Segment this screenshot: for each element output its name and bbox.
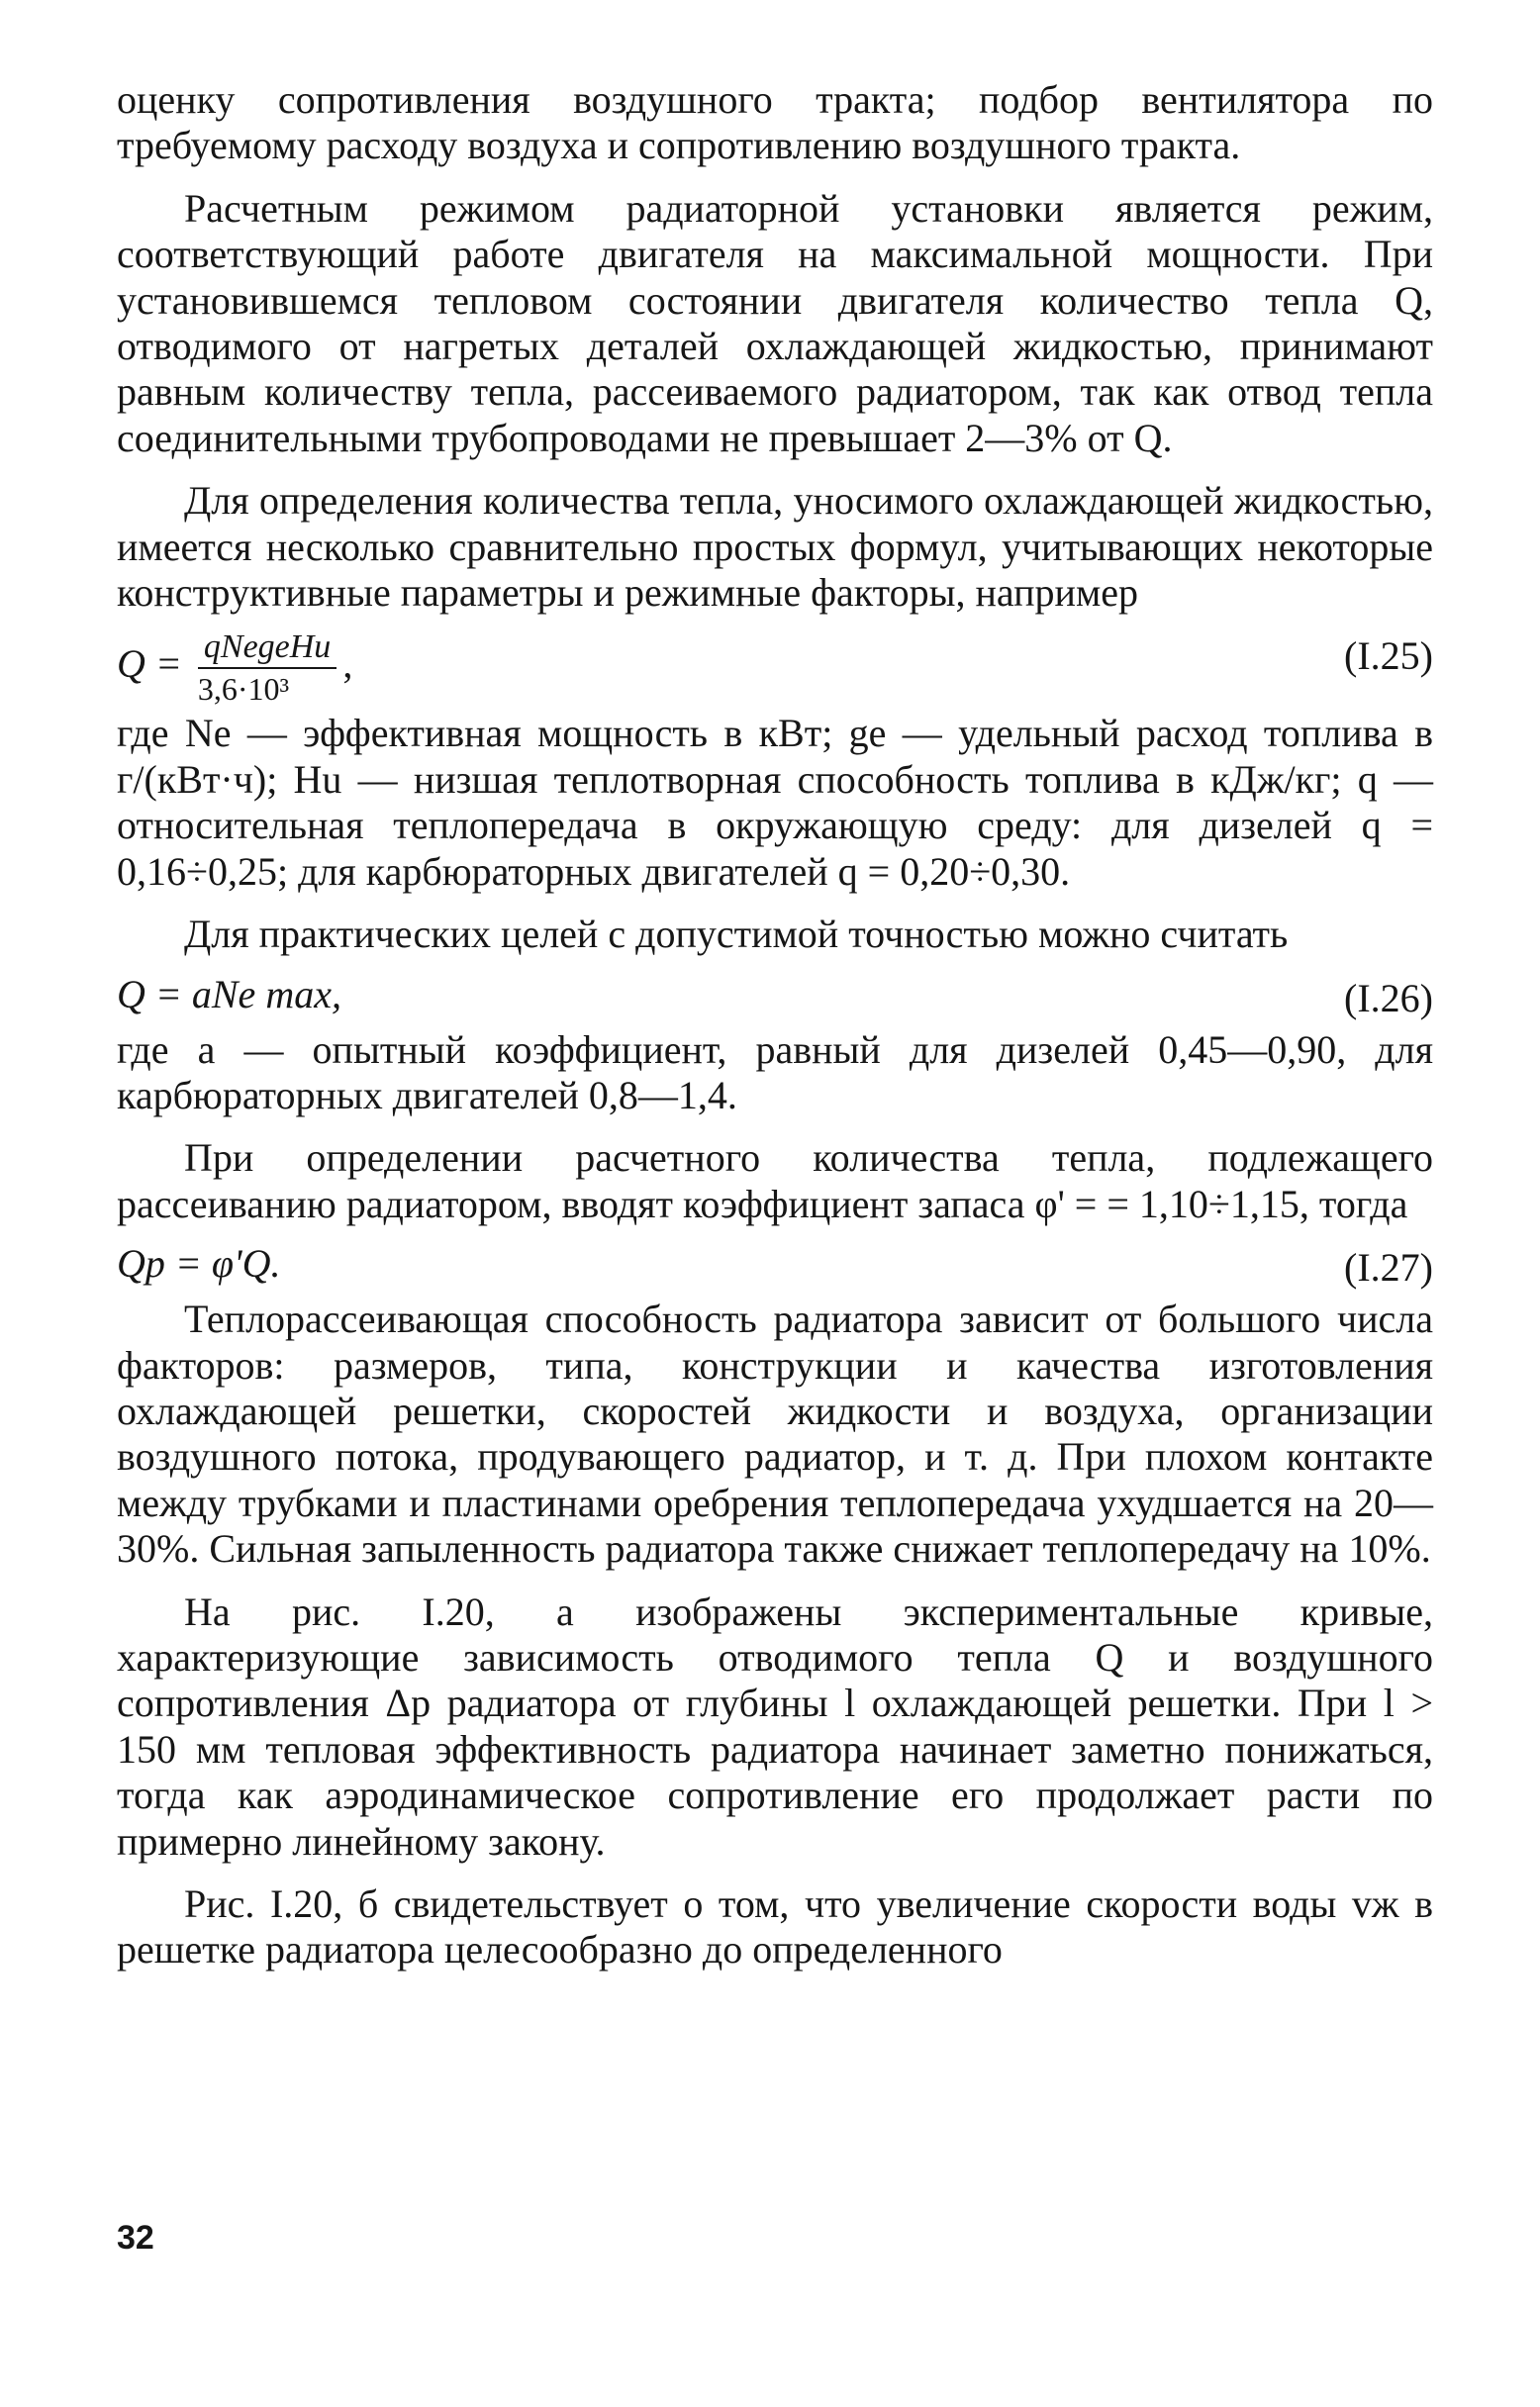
formula-1-25-body [117, 629, 1433, 707]
paragraph-10: Рис. I.20, б свидетельствует о том, что увеличение скорости воды vж в решетке радиатора целесообразно до определенного [117, 1881, 1433, 1973]
page-number: 32 [117, 2219, 154, 2257]
formula-1-25-label: (I.25) [1344, 633, 1433, 679]
paragraph-6: где a — опытный коэффициент, равный для дизелей 0,45—0,90, для карбюраторных двигателей 0,8—1,4. [117, 1026, 1433, 1117]
formula-1-27-label: (I.27) [1344, 1245, 1433, 1291]
formula-1-27-expr: Qp = φ'Q. [117, 1241, 281, 1287]
paragraph-2: Расчетным режимом радиаторной установки является режим, соответствующий работе двигателя на максимальной мощности. При установившемся тепловом состоянии двигателя количество тепла Q, отводимого от нагретых деталей охлаждающей жидкостью, принимают равным количеству тепла, рассеиваемого радиатором, так как отвод тепла соединительными трубопроводами не превышает 2—3% от Q. [117, 185, 1433, 460]
formula-1-25-numerator: qNegeHu [198, 629, 337, 669]
formula-1-25 [117, 624, 1433, 708]
paragraph-1: оценку сопротивления воздушного тракта; подбор вентилятора по требуемому расходу воздуха и сопротивлению воздушного тракта. [117, 77, 1433, 168]
paragraph-9: На рис. I.20, а изображены экспериментальные кривые, характеризующие зависимость отводимого тепла Q и воздушного сопротивления Δp радиатора от глубины l охлаждающей решетки. При l > 150 мм тепловая эффективность радиатора начинает заметно понижаться, тогда как аэродинамическое сопротивление его продолжает расти по примерно линейному закону. [117, 1589, 1433, 1864]
paragraph-3: Для определения количества тепла, уносимого охлаждающей жидкостью, имеется несколько сравнительно простых формул, учитывающих некоторые конструктивные параметры и режимные факторы, например [117, 478, 1433, 616]
paragraph-7: При определении расчетного количества тепла, подлежащего рассеиванию радиатором, вводят коэффициент запаса φ' = = 1,10÷1,15, тогда [117, 1135, 1433, 1226]
formula-1-26-label: (I.26) [1344, 975, 1433, 1020]
formula-1-25-denominator: 3,6·10³ [197, 671, 290, 708]
formula-1-26-expr: Q = aNe max, [117, 971, 341, 1016]
page-text [117, 77, 1433, 1974]
formula-1-25-lhs: Q = [117, 641, 182, 687]
paragraph-8: Теплорассеивающая способность радиатора зависит от большого числа факторов: размеров, типа, конструкции и качества изготовления охлаждающей решетки, скоростей жидкости и воздуха, организации воздушного потока, продувающего радиатор, и т. д. При плохом контакте между трубками и пластинами оребрения теплопередача ухудшается на 20—30%. Сильная запыленность радиатора также снижает теплопередачу на 10%. [117, 1297, 1433, 1572]
formula-1-25-tail: , [342, 641, 353, 687]
paragraph-4: где Ne — эффективная мощность в кВт; ge — удельный расход топлива в г/(кВт·ч); Hu — низшая теплотворная способность топлива в кДж/кг; q — относительная теплопередача в окружающую среду: для дизелей q = 0,16÷0,25; для карбюраторных двигателей q = 0,20÷0,30. [117, 711, 1433, 894]
formula-1-25-fraction [198, 629, 337, 707]
formula-1-26 [117, 966, 1433, 1021]
formula-1-27 [117, 1235, 1433, 1291]
paragraph-5: Для практических целей с допустимой точностью можно считать [184, 912, 1289, 957]
